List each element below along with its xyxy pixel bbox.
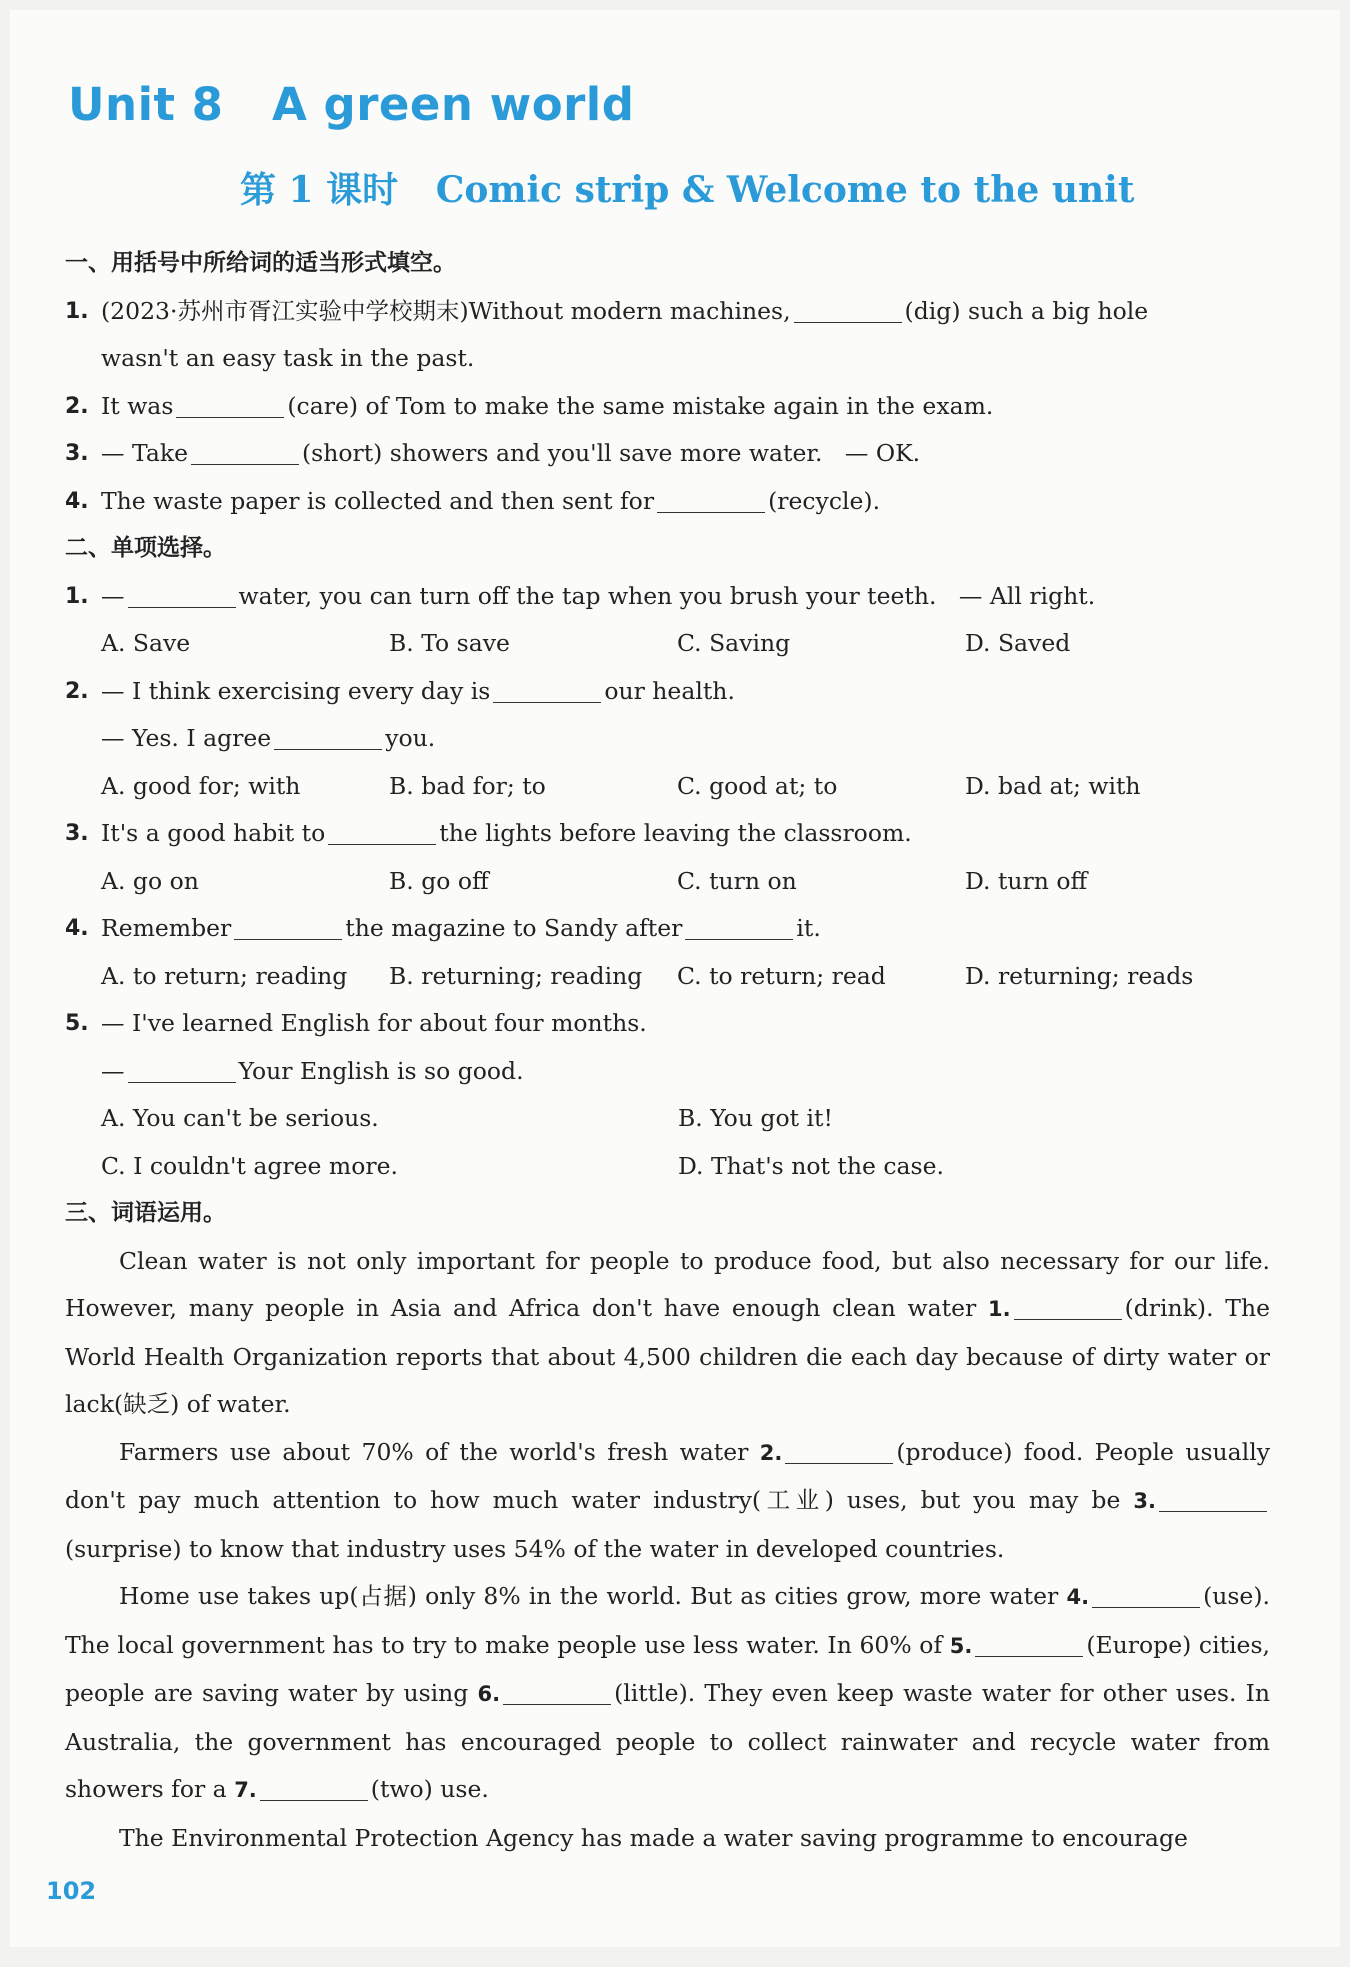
passage-text: Clean water is not only important for people to produce food, but also necessary for our life. However, many people in Asia and Africa don't have enough clean water xyxy=(65,1246,1270,1322)
passage-text: (produce) food. People usually don't pay much attention to how much water industry(工业) uses, but you may be xyxy=(65,1437,1271,1514)
s2-question-5 xyxy=(65,1000,1270,1095)
question-text: the magazine to Sandy after xyxy=(345,914,683,942)
section-2-title: 二、单项选择。 xyxy=(65,535,226,561)
option-c[interactable]: C. turn on xyxy=(677,866,797,895)
answer-blank[interactable] xyxy=(1014,1296,1122,1321)
answer-blank[interactable] xyxy=(503,1681,611,1706)
question-number: 4. xyxy=(65,488,89,514)
question-text: (care) of Tom to make the same mistake again in the exam. xyxy=(287,391,994,420)
question-text: — Take xyxy=(101,439,188,467)
blank-number: 4. xyxy=(1066,1585,1090,1609)
s2-question-1 xyxy=(65,573,1270,621)
s1-question-4 xyxy=(65,478,1270,526)
workbook-page xyxy=(10,10,1340,1947)
answer-blank[interactable] xyxy=(657,488,765,513)
blank-number: 7. xyxy=(234,1778,257,1802)
passage-text: The Environmental Protection Agency has made a water saving programme to encourage xyxy=(119,1823,1188,1852)
passage-text: (little). They even keep waste water for other uses. In Australia, the government has encouraged people to collect rainwater and recycle water from showers for a xyxy=(65,1679,1270,1803)
option-b[interactable]: B. You got it! xyxy=(678,1104,833,1132)
answer-blank[interactable] xyxy=(274,726,382,751)
lesson-title: 第 1 课时 Comic strip & Welcome to the unit xyxy=(240,169,1135,211)
question-number: 2. xyxy=(65,393,89,419)
question-text: It's a good habit to xyxy=(101,819,326,847)
answer-blank[interactable] xyxy=(128,1058,236,1083)
option-a[interactable]: A. to return; reading xyxy=(101,961,348,990)
passage-paragraph-1 xyxy=(65,1238,1270,1429)
s1-question-3 xyxy=(65,430,1270,478)
question-text: — Yes. I agree xyxy=(101,724,272,752)
question-text: — I've learned English for about four months. xyxy=(101,1009,647,1037)
question-text: our health. xyxy=(604,676,735,705)
option-c[interactable]: C. I couldn't agree more. xyxy=(101,1151,398,1180)
answer-blank[interactable] xyxy=(328,821,436,846)
question-number: 4. xyxy=(65,916,89,941)
options-row xyxy=(65,620,1270,668)
question-number: 5. xyxy=(65,1011,89,1036)
option-a[interactable]: A. You can't be serious. xyxy=(101,1104,379,1132)
unit-title: Unit 8 A green world xyxy=(68,78,635,131)
blank-number: 1. xyxy=(987,1297,1011,1321)
s2-question-2 xyxy=(65,668,1270,763)
answer-blank[interactable] xyxy=(1159,1488,1267,1513)
blank-number: 3. xyxy=(1133,1489,1156,1513)
option-a[interactable]: A. Save xyxy=(101,629,191,657)
option-d[interactable]: D. turn off xyxy=(965,866,1088,895)
option-c[interactable]: C. to return; read xyxy=(677,961,886,990)
option-d[interactable]: D. Saved xyxy=(965,629,1071,657)
option-c[interactable]: C. good at; to xyxy=(677,771,838,800)
question-text: (recycle). xyxy=(768,486,881,515)
option-d[interactable]: D. bad at; with xyxy=(965,771,1141,800)
answer-blank[interactable] xyxy=(493,678,601,703)
question-number: 3. xyxy=(65,441,89,466)
question-text: it. xyxy=(796,914,821,942)
options-row xyxy=(65,953,1270,1001)
option-d[interactable]: D. returning; reads xyxy=(965,961,1194,990)
answer-blank[interactable] xyxy=(128,583,236,608)
exercise-content xyxy=(65,240,1270,1862)
question-text: the lights before leaving the classroom. xyxy=(439,819,912,847)
blank-number: 2. xyxy=(759,1440,783,1465)
passage-text: (use). The local government has to try to make people use less water. In 60% of xyxy=(65,1582,1270,1659)
blank-number: 6. xyxy=(477,1682,501,1706)
question-text: Your English is so good. xyxy=(238,1056,524,1085)
answer-blank[interactable] xyxy=(234,916,342,941)
s2-question-4 xyxy=(65,905,1270,953)
question-number: 2. xyxy=(65,678,89,704)
s1-question-1 xyxy=(65,288,1270,383)
answer-blank[interactable] xyxy=(785,1439,893,1464)
option-c[interactable]: C. Saving xyxy=(677,629,791,657)
answer-blank[interactable] xyxy=(794,298,902,323)
option-b[interactable]: B. go off xyxy=(389,866,489,895)
question-text: Remember xyxy=(101,914,232,942)
answer-blank[interactable] xyxy=(260,1777,368,1802)
question-text: you. xyxy=(385,724,436,752)
question-number: 3. xyxy=(65,821,89,846)
answer-blank[interactable] xyxy=(685,916,793,941)
question-text: (short) showers and you'll save more water. — OK. xyxy=(301,439,921,467)
question-text: It was xyxy=(101,391,174,420)
options-grid xyxy=(65,1095,1270,1190)
question-text: wasn't an easy task in the past. xyxy=(101,344,475,372)
options-row xyxy=(65,858,1270,906)
passage-text: (surprise) to know that industry uses 54% of the water in developed countries. xyxy=(65,1534,1005,1563)
option-b[interactable]: B. bad for; to xyxy=(389,771,546,800)
passage-text: Home use takes up(占据) only 8% in the world. But as cities grow, more water xyxy=(119,1582,1059,1610)
option-a[interactable]: A. good for; with xyxy=(101,771,301,800)
passage-text: Farmers use about 70% of the world's fresh water xyxy=(119,1437,749,1466)
options-row xyxy=(65,763,1270,811)
passage-paragraph-4 xyxy=(65,1815,1270,1863)
s2-question-3 xyxy=(65,810,1270,858)
option-d[interactable]: D. That's not the case. xyxy=(678,1151,944,1180)
question-text: The waste paper is collected and then sent for xyxy=(101,486,655,515)
answer-blank[interactable] xyxy=(1092,1584,1200,1609)
question-text: — xyxy=(101,1056,125,1085)
blank-number: 5. xyxy=(949,1633,973,1658)
question-text: — I think exercising every day is xyxy=(101,676,491,705)
s1-question-2 xyxy=(65,383,1270,431)
page-number: 102 xyxy=(46,1877,97,1905)
passage-paragraph-3 xyxy=(65,1573,1270,1815)
question-text: (dig) such a big hole xyxy=(904,296,1149,325)
question-text: (2023·苏州市胥江实验中学校期末)Without modern machines, xyxy=(101,296,791,325)
passage-text: (drink). The World Health Organization reports that about 4,500 children die each day because of dirty water or lack(缺乏) of water. xyxy=(65,1294,1270,1418)
section-3-title: 三、词语运用。 xyxy=(65,1200,226,1226)
answer-blank[interactable] xyxy=(191,441,299,466)
passage-paragraph-2 xyxy=(65,1429,1270,1574)
option-a[interactable]: A. go on xyxy=(101,866,199,895)
passage-text: (Europe) cities, people are saving water by using xyxy=(65,1630,1270,1707)
section-1-title: 一、用括号中所给词的适当形式填空。 xyxy=(65,250,456,276)
passage-text: (two) use. xyxy=(370,1775,489,1803)
question-text: water, you can turn off the tap when you brush your teeth. — All right. xyxy=(238,581,1096,610)
option-b[interactable]: B. To save xyxy=(389,629,510,657)
answer-blank[interactable] xyxy=(975,1632,1083,1657)
question-number: 1. xyxy=(65,298,89,324)
question-number: 1. xyxy=(65,583,89,609)
answer-blank[interactable] xyxy=(176,393,284,418)
option-b[interactable]: B. returning; reading xyxy=(389,961,643,990)
question-text: — xyxy=(101,581,125,610)
